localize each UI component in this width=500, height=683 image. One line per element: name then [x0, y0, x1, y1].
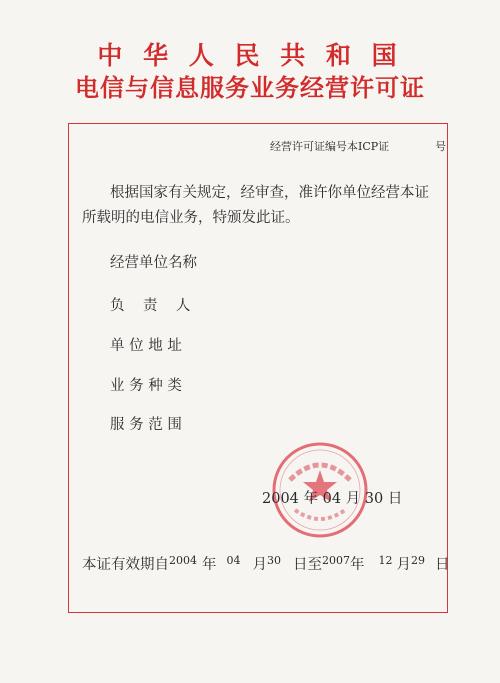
validity-from-year: 2004 [169, 554, 197, 567]
issue-day: 30 [364, 491, 384, 507]
validity-label: 本证有效期自 [82, 557, 169, 573]
validity-to-month: 12 [378, 554, 393, 567]
issue-year: 2004 [262, 491, 299, 507]
validity-from-day: 30 [267, 554, 281, 567]
certificate-title-line2: 电信与信息服务业务经营许可证 [75, 74, 425, 102]
license-number-prefix: 本ICP证 [347, 140, 390, 153]
license-number-label: 经营许可证编号 [270, 140, 347, 153]
issue-month: 04 [322, 491, 342, 507]
intro-line1: 根据国家有关规定，经审查，准许你单位经营本证 [110, 185, 429, 201]
official-seal-icon [270, 440, 370, 540]
field-label-business-type: 业 务 种 类 [110, 378, 182, 394]
license-number-line [270, 138, 446, 154]
issue-date: 2004 年 04 月 30 日 [262, 491, 403, 507]
field-label-responsible-person: 负 责 人 [110, 298, 191, 314]
validity-line: 本证有效期自$^{2004}$ 年 $^{04}$ 月$^{30}$ 日至$^{2007}$年 $^{12}$ 月$^{29}$ 日 [82, 554, 450, 573]
validity-to-year: 2007 [322, 554, 350, 567]
field-label-company-name: 经营单位名称 [110, 255, 197, 271]
license-number-suffix: 号 [435, 140, 447, 153]
certificate-title-line1: 中 华 人 民 共 和 国 [97, 41, 403, 70]
intro-line2: 所载明的电信业务，特颁发此证。 [82, 210, 300, 226]
field-label-service-scope: 服 务 范 围 [110, 417, 182, 433]
validity-to-day: 29 [411, 554, 425, 567]
field-label-address: 单 位 地 址 [110, 338, 182, 354]
validity-from-month: 04 [226, 554, 241, 567]
